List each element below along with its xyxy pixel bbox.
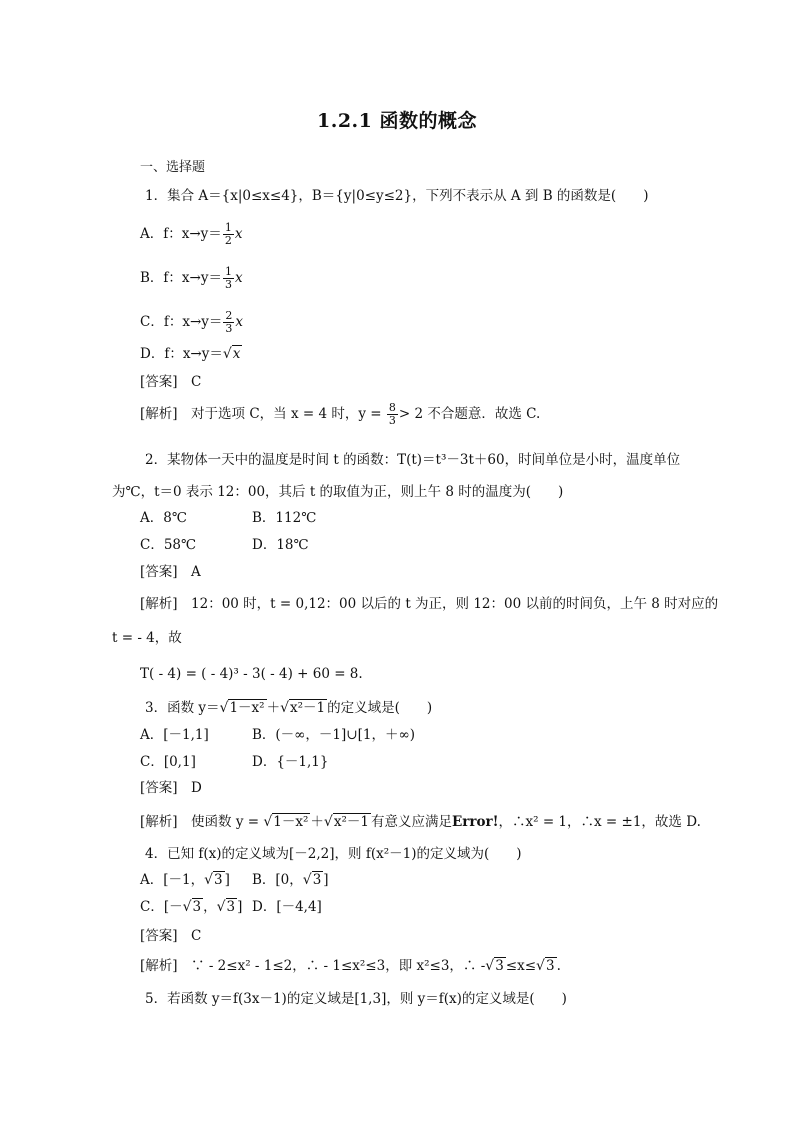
fraction-denominator: 3 (224, 278, 232, 291)
radicand: 1－x² (229, 700, 265, 716)
q4-explanation-pre: [解析] ∵ - 2≤x² - 1≤2，∴ - 1≤x²≤3，即 x²≤3，∴ - (140, 958, 486, 974)
q2-explanation-line1: [解析] 12：00 时，t = 0,12：00 以后的 t 为正，则 12：00 以前的时间负，上午 8 时对应的 (140, 596, 719, 612)
question-1-stem: 1．集合 A＝{x|0≤x≤4}，B＝{y|0≤y≤2}，下列不表示从 A 到 B 的函数是( ) (145, 188, 649, 204)
q4-explanation-post: . (556, 958, 561, 974)
q3-option-a: A．[－1,1] (140, 727, 209, 743)
radicand: x²－1 (333, 814, 369, 830)
q4-option-b-post: ] (323, 872, 329, 888)
q1-option-a (140, 222, 242, 247)
q1-option-a-prefix: A．f：x→y＝ (140, 226, 222, 242)
q1-option-b (140, 266, 243, 291)
q1-option-c-var: x (235, 314, 244, 330)
q4-answer: [答案] C (140, 928, 202, 944)
q1-option-d-prefix: D．f：x→y＝ (140, 346, 223, 362)
q2-option-d: D．18℃ (252, 537, 309, 553)
sqrt-icon: √ (182, 899, 192, 915)
sqrt-icon: √ (302, 872, 312, 888)
error-text: Error! (451, 814, 499, 830)
sqrt-icon: √ (204, 872, 214, 888)
q1-option-b-fraction (223, 266, 234, 291)
page-title: 1.2.1 函数的概念 (316, 110, 477, 132)
question-2-stem-line2: 为℃，t＝0 表示 12：00，其后 t 的取值为正，则上午 8 时的温度为( ) (112, 484, 564, 500)
q3-option-d: D．{－1,1} (252, 754, 329, 770)
q1-option-d (140, 344, 242, 364)
sqrt-icon: √ (219, 700, 229, 716)
question-5-stem: 5．若函数 y＝f(3x－1)的定义域是[1,3]，则 y＝f(x)的定义域是( ) (145, 991, 567, 1007)
question-4-stem: 4．已知 f(x)的定义域为[－2,2]，则 f(x²－1)的定义域为( ) (145, 846, 522, 862)
q4-option-b (252, 870, 329, 890)
fraction-denominator: 3 (388, 414, 396, 427)
radicand: 3 (214, 872, 223, 888)
q4-option-b-pre: B．[0， (252, 872, 303, 888)
q1-option-a-fraction (223, 222, 234, 247)
sqrt-icon: √ (216, 899, 226, 915)
q3-explanation-pre: [解析] 使函数 y = (140, 814, 264, 830)
radicand: 3 (312, 872, 322, 888)
q1-option-c-prefix: C．f：x→y＝ (140, 314, 223, 330)
q3-stem-pre: 3．函数 y＝ (145, 700, 220, 716)
q2-option-b: B．112℃ (252, 510, 317, 526)
fraction-numerator: 1 (224, 221, 232, 234)
q1-option-c-fraction (223, 310, 234, 335)
radicand: x²－1 (289, 700, 326, 716)
q1-explanation-post: > 2 不合题意．故选 C. (398, 406, 541, 422)
radicand: 3 (226, 899, 236, 915)
q3-answer: [答案] D (140, 780, 202, 796)
radicand: 3 (545, 958, 555, 974)
q1-option-b-var: x (234, 270, 243, 286)
radicand: 1－x² (273, 814, 309, 830)
q4-option-a-pre: A．[－1， (140, 872, 205, 888)
q2-explanation-line3: T( - 4) = ( - 4)³ - 3( - 4) + 60 = 8. (140, 666, 363, 682)
plus-sign: ＋ (266, 700, 281, 716)
q4-option-a (140, 870, 230, 890)
q4-explanation-mid: ≤x≤ (505, 958, 537, 974)
q1-explanation (140, 402, 540, 427)
q2-answer: [答案] A (140, 564, 201, 580)
q1-option-a-var: x (234, 226, 243, 242)
q4-explanation (140, 956, 561, 976)
q3-explanation-mid: 有意义应满足 (370, 814, 452, 830)
q1-option-c (140, 310, 243, 335)
plus-sign: ＋ (310, 814, 324, 830)
sqrt-icon: √ (222, 346, 232, 362)
q4-option-a-post: ] (224, 872, 230, 888)
q2-option-a: A．8℃ (140, 510, 187, 526)
q2-option-c: C．58℃ (140, 537, 197, 553)
fraction-denominator: 2 (224, 234, 232, 247)
radicand: 3 (192, 899, 202, 915)
q4-option-c (140, 897, 242, 917)
q3-option-c: C．[0,1] (140, 754, 196, 770)
radicand: 3 (495, 958, 504, 974)
sqrt-icon: √ (485, 958, 495, 974)
question-2-stem-line1: 2．某物体一天中的温度是时间 t 的函数：T(t)＝t³－3t＋60，时间单位是小时，温度单位 (145, 452, 681, 468)
q3-explanation (140, 812, 701, 832)
sqrt-icon: √ (280, 700, 289, 716)
fraction-numerator: 1 (224, 265, 232, 278)
q3-option-b: B．(－∞，－1]∪[1，＋∞) (252, 727, 415, 743)
sqrt-icon: √ (263, 814, 273, 830)
q1-explanation-pre: [解析] 对于选项 C，当 x = 4 时，y = (140, 406, 386, 422)
q1-explanation-fraction (387, 402, 398, 427)
q4-option-d: D．[－4,4] (252, 899, 322, 915)
q2-explanation-line2: t = - 4，故 (112, 630, 182, 646)
q4-option-c-post: ] (237, 899, 243, 915)
fraction-numerator: 2 (225, 309, 233, 322)
sqrt-icon: √ (536, 958, 545, 974)
q1-answer: [答案] C (140, 374, 202, 390)
q3-stem-post: 的定义域是( ) (327, 700, 433, 716)
q4-option-c-pre: C．[－ (140, 899, 183, 915)
q1-option-b-prefix: B．f：x→y＝ (140, 270, 222, 286)
fraction-numerator: 8 (388, 401, 396, 414)
question-3-stem (145, 698, 432, 718)
sqrt-icon: √ (323, 814, 333, 830)
fraction-denominator: 3 (225, 322, 233, 335)
radicand: x (232, 346, 241, 362)
q4-option-c-sep: ， (203, 899, 217, 915)
section-heading: 一、选择题 (140, 160, 206, 175)
q3-explanation-post: ，∴x² = 1，∴x = ±1，故选 D. (498, 814, 701, 830)
